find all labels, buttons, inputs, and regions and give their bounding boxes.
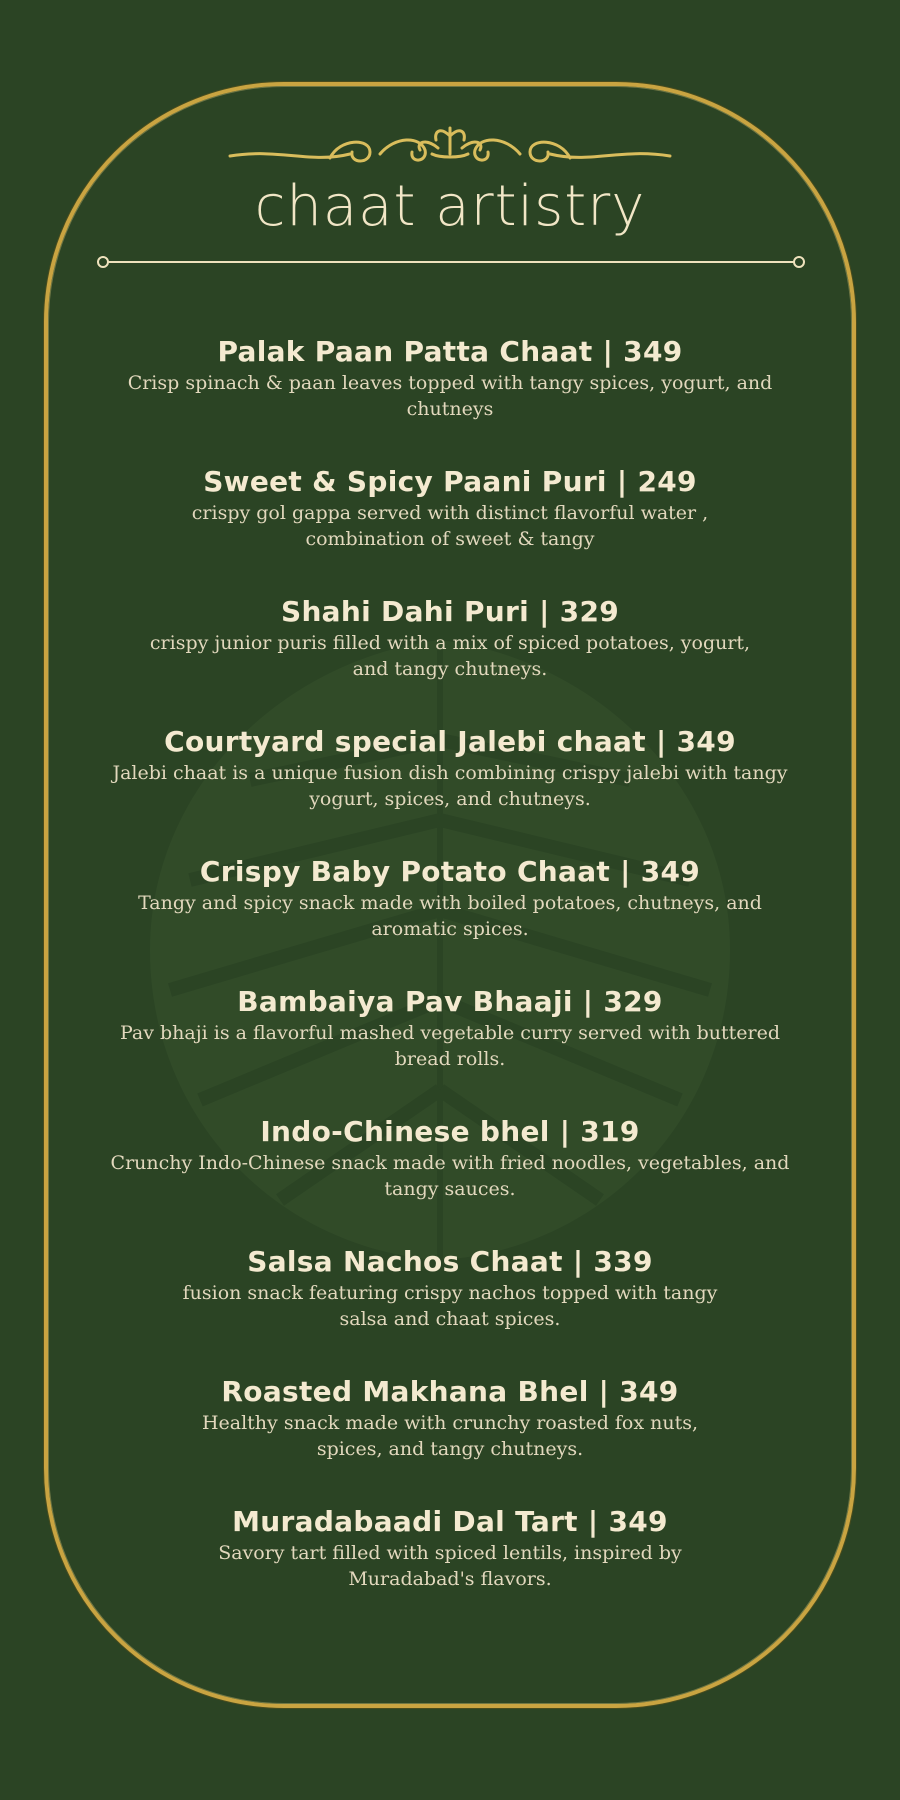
menu-item bbox=[100, 594, 800, 724]
menu-item-name: Salsa Nachos Chaat | 339 bbox=[247, 1245, 653, 1278]
menu-item bbox=[100, 854, 800, 984]
menu-item-description: Crisp spinach & paan leaves topped with tangy spices, yogurt, and chutneys bbox=[127, 372, 773, 420]
menu-item-name: Indo-Chinese bhel | 319 bbox=[260, 1115, 640, 1148]
menu-item-description: crispy gol gappa served with distinct flavorful water , combination of sweet & tangy bbox=[191, 502, 709, 550]
title-divider bbox=[96, 255, 806, 269]
menu-item bbox=[100, 1244, 800, 1374]
menu-item-name: Palak Paan Patta Chaat | 349 bbox=[217, 335, 683, 368]
menu-item bbox=[100, 1504, 800, 1634]
menu-item-name: Roasted Makhana Bhel | 349 bbox=[221, 1375, 679, 1408]
menu-list bbox=[100, 334, 800, 1634]
menu-item-name: Shahi Dahi Puri | 329 bbox=[280, 595, 620, 628]
menu-item-description: Pav bhaji is a flavorful mashed vegetable curry served with buttered bread rolls. bbox=[119, 1022, 781, 1070]
menu-item-name: Crispy Baby Potato Chaat | 349 bbox=[199, 855, 701, 888]
menu-item-description: Tangy and spicy snack made with boiled potatoes, chutneys, and aromatic spices. bbox=[138, 892, 762, 940]
menu-item bbox=[100, 724, 800, 854]
menu-item-description: Savory tart filled with spiced lentils, inspired by Muradabad's flavors. bbox=[218, 1542, 682, 1590]
menu-item-name: Courtyard special Jalebi chaat | 349 bbox=[164, 725, 736, 758]
menu-item-name: Sweet & Spicy Paani Puri | 249 bbox=[203, 465, 697, 498]
menu-item bbox=[100, 1374, 800, 1504]
menu-item-description: Jalebi chaat is a unique fusion dish combining crispy jalebi with tangy yogurt, spices, and chutneys. bbox=[112, 762, 788, 810]
menu-title: chaat artistry bbox=[254, 174, 646, 239]
gold-filigree-ornament-icon bbox=[220, 118, 680, 178]
menu-item-name: Bambaiya Pav Bhaaji | 329 bbox=[237, 985, 663, 1018]
menu-item-description: Crunchy Indo-Chinese snack made with fried noodles, vegetables, and tangy sauces. bbox=[110, 1152, 790, 1200]
menu-item bbox=[100, 984, 800, 1114]
menu-item bbox=[100, 464, 800, 594]
menu-item bbox=[100, 334, 800, 464]
menu-item-description: Healthy snack made with crunchy roasted fox nuts, spices, and tangy chutneys. bbox=[201, 1412, 699, 1460]
menu-item-name: Muradabaadi Dal Tart | 349 bbox=[232, 1505, 668, 1538]
menu-item bbox=[100, 1114, 800, 1244]
menu-item-description: crispy junior puris filled with a mix of spiced potatoes, yogurt, and tangy chutneys. bbox=[149, 632, 751, 680]
menu-item-description: fusion snack featuring crispy nachos topped with tangy salsa and chaat spices. bbox=[182, 1282, 718, 1330]
